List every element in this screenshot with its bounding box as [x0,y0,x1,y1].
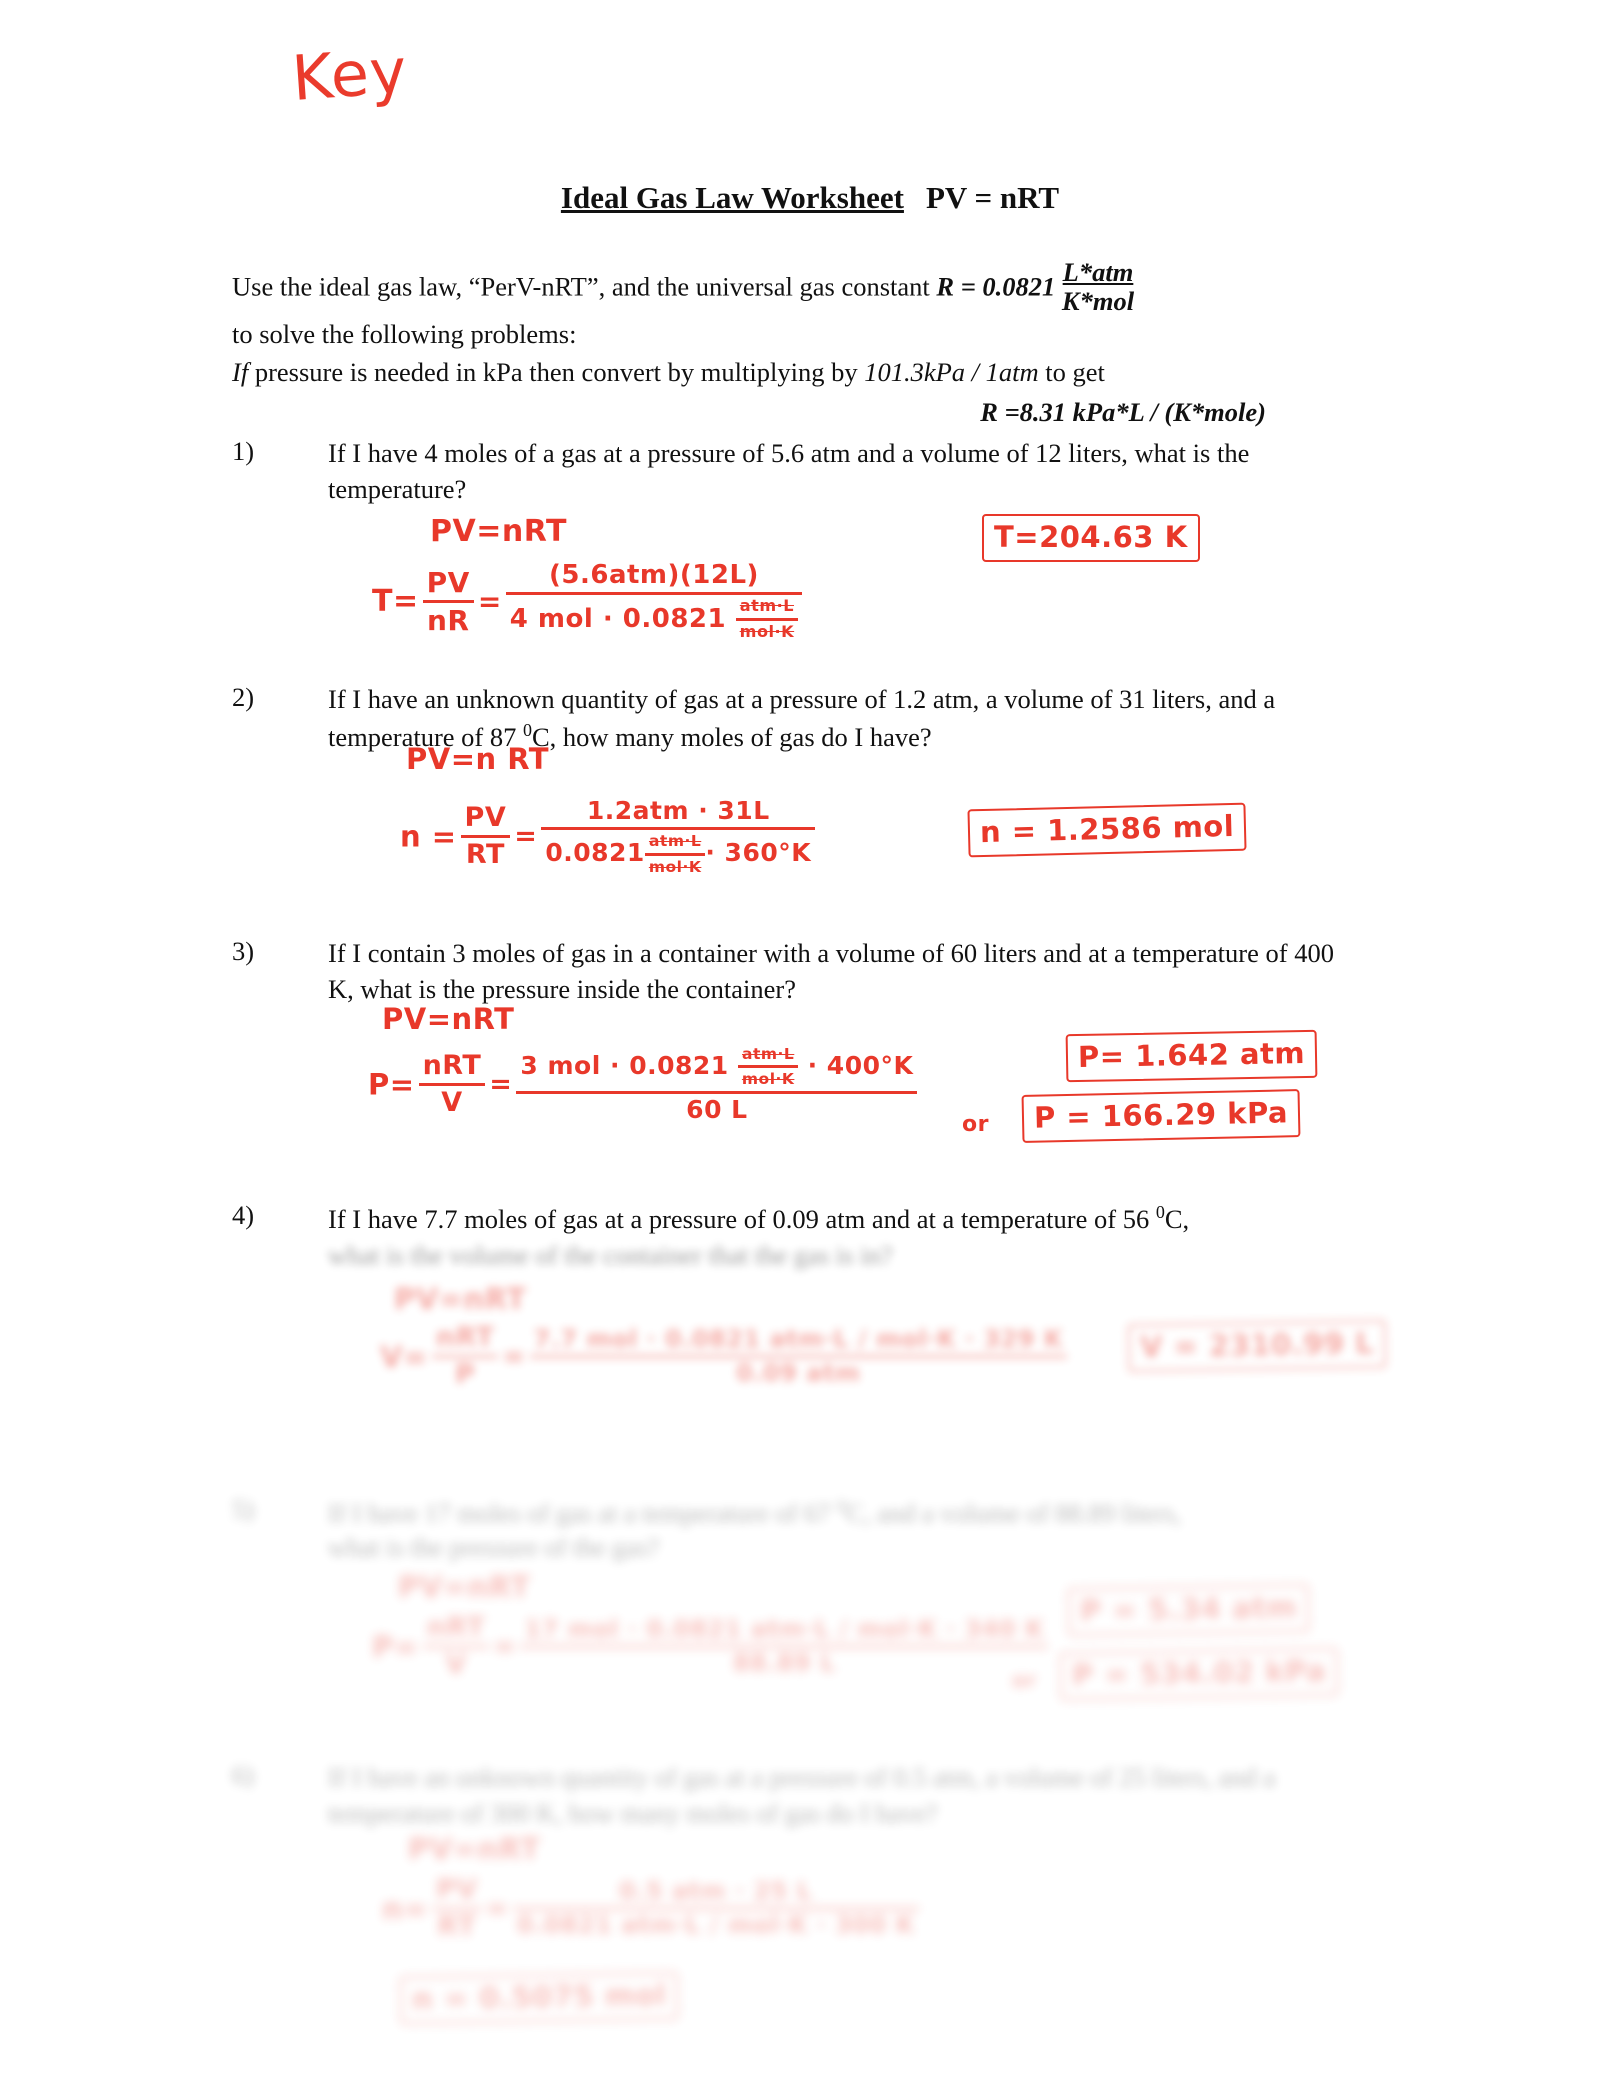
fraction-bar [645,853,706,856]
problem-6-work [408,1832,540,1866]
problem-5-right-numerator: 17 mol · 0.0821 atm·L / mol·K · 340 K [524,1615,1045,1644]
problem-4-right-numerator: 7.7 mol · 0.0821 atm·L / mol·K · 329 K [533,1325,1063,1354]
problem-3-or-label-wrap [962,1112,989,1137]
intro-line-3-if: If [232,357,249,388]
fraction-bar [423,1645,490,1648]
problem-2-solution [400,798,815,875]
problem-5-text-line2: what is the pressure of the gas? [328,1532,660,1562]
problem-6-left-denominator: RT [437,1911,477,1943]
problem-3-text: If I contain 3 moles of gas in a container with a volume of 60 liters and at a temperature of 400 K, what is the pressure inside the container? [328,938,1334,1004]
problem-5-equals: = [493,1631,517,1663]
problem-3-equals: = [489,1068,513,1100]
problem-1-solution [372,562,802,641]
intro-line-1-text: Use the ideal gas law, “PerV-nRT”, and the universal gas constant [232,271,937,302]
problem-5-left-fraction [423,1614,490,1680]
fraction-bar [736,618,798,621]
fraction-bar [520,1645,1048,1648]
problem-4-solve-label: V= [380,1339,428,1374]
problem-2-left-denominator: RT [465,838,505,870]
problem-2-number: 2) [232,682,255,712]
problem-4-solution [380,1324,1067,1390]
fraction-bar [432,1355,499,1358]
problem-1-unit-numerator: atm·L [739,596,795,616]
fraction-bar [516,1091,917,1094]
problem-3-left-numerator: nRT [422,1049,482,1081]
problem-3-number: 3) [232,936,255,966]
intro-line-2: to solve the following problems: [232,319,577,350]
problem-1-left-denominator: nR [426,604,470,638]
problem-4-text-a: If I have 7.7 moles of gas at a pressure of 0.09 atm and at a temperature of 56 [328,1203,1156,1234]
gas-constant-kpa: R =8.31 kPa*L / (K*mole) [980,397,1266,428]
fraction-bar [530,1355,1067,1358]
page-title-main: Ideal Gas Law Worksheet [560,180,904,215]
problem-3-solve-label: P= [368,1067,415,1102]
problem-4-right-fraction [530,1327,1067,1386]
fraction-bar [541,827,815,830]
problem-6-text: If I have an unknown quantity of gas at a pressure of 0.5 atm, a volume of 25 liters, and a temperature of 300 K, how many moles of gas do I have? [328,1762,1276,1828]
problem-6-left-numerator: PV [435,1874,478,1905]
problem-6-formula: PV=nRT [408,1832,541,1866]
problem-2-unit-fraction [645,833,706,875]
problem-6-solve-label: n= [382,1891,428,1926]
problem-2-text-b: C, how many moles of gas do I have? [532,721,932,752]
problem-1-number: 1) [232,436,255,466]
gas-constant-value: R = 0.0821 [936,271,1062,302]
gas-constant-units [1062,258,1134,316]
problem-1-left-fraction [423,565,474,638]
kpa-conversion-factor: 101.3kPa / 1atm [864,357,1039,388]
fraction-bar [432,1907,482,1910]
fraction-bar [513,1907,919,1910]
problem-3-answer-box-atm [1066,1030,1318,1082]
problem-1-answer-box [982,514,1200,562]
problem-2-right-denominator-text: 0.0821 [545,838,645,868]
gas-constant-units-denominator: K*mol [1061,286,1135,317]
problem-2-answer: n = 1.2586 mol [967,803,1246,858]
problem-4-answer-box [1128,1320,1387,1372]
problem-3-right-denominator: 60 L [686,1094,748,1124]
intro-line-3-text-b: to get [1038,357,1105,388]
problem-3-left-denominator: V [441,1086,463,1118]
problem-6-right-numerator: 0.5 atm · 25 L [618,1877,813,1906]
problem-4-text-b: C, [1164,1203,1190,1234]
problem-5-formula: PV=nRT [398,1570,531,1604]
problem-1-formula: PV=nRT [430,514,567,549]
problem-5-number: 5) [232,1494,255,1524]
problem-2-unit-denominator: mol·K [648,857,702,876]
problem-3-formula: PV=nRT [382,1002,515,1036]
problem-2-left-fraction [461,801,511,870]
intro-block [232,258,1392,430]
problem-1-solve-label: T= [372,584,419,620]
problem-2-left-numerator: PV [464,801,507,833]
intro-line-1 [232,258,1392,316]
problem-5-or-label: or [1012,1668,1037,1692]
problem-2-degree-sup: 0 [523,719,532,740]
problem-1-text: If I have 4 moles of a gas at a pressure of 5.6 atm and a volume of 12 liters, what is the temperature? [328,438,1250,504]
problem-2-right-numerator: 1.2atm · 31L [586,796,770,825]
problem-2-equals: = [514,820,538,852]
problem-5-work [398,1570,530,1604]
key-annotation: Key [289,34,410,115]
problem-1-unit-fraction [736,598,798,641]
fraction-bar [738,1065,799,1068]
gas-constant-units-numerator: L*atm [1062,257,1134,287]
problem-3-unit-denominator: mol·K [741,1070,795,1089]
problem-5-left-numerator: nRT [426,1612,486,1643]
problem-3-answer-box-kpa [1022,1089,1301,1143]
problem-2-formula: PV=n RT [406,742,550,776]
problem-5-answer-box-kpa [1060,1648,1339,1701]
problem-1-equals: = [477,585,502,619]
problem-4-left-numerator: nRT [435,1322,495,1353]
problem-3-or-label: or [962,1112,989,1137]
problem-3-unit-fraction [738,1046,799,1088]
problem-4-formula: PV=nRT [394,1282,527,1316]
problem-5-answer-atm: P = 5.34 atm [1068,1584,1310,1636]
problem-1-left-numerator: PV [426,565,470,599]
fraction-bar [423,600,474,603]
problem-5-text [328,1494,1348,1532]
problem-3-right-numerator-text: 3 mol · 0.0821 [520,1050,738,1080]
problem-5-answer-box-atm [1068,1584,1310,1636]
problem-3-left-fraction [419,1049,486,1118]
problem-5-degree-sup: 0 [837,1496,847,1516]
problem-6-equals: = [485,1893,509,1925]
problem-6-answer-box [400,1972,679,2025]
fraction-bar [419,1083,486,1086]
page-title [0,180,1620,216]
problem-1-answer: T=204.63 K [982,514,1200,562]
problem-2-right-denominator [541,833,815,875]
problem-1-right-denominator-text: 4 mol · 0.0821 [509,604,736,635]
problem-2-answer-box [967,803,1246,858]
problem-6-number: 6) [232,1760,255,1790]
problem-4-left-denominator: P [454,1359,476,1391]
problem-5-solution [372,1614,1048,1680]
problem-1-right-numerator: (5.6atm)(12L) [549,560,759,590]
problem-4-text-line2: what is the volume of the container that the gas is in? [328,1240,893,1270]
problem-6-right-denominator: 0.0821 atm·L / mol·K · 300 K [516,1911,915,1940]
problem-4-equals: = [502,1341,526,1373]
problem-2-solve-label: n = [400,819,457,854]
problem-4-degree-sup: 0 [1155,1202,1165,1222]
problem-4-right-denominator: 0.09 atm [736,1359,861,1388]
problem-5-solve-label: P= [372,1629,419,1664]
problem-1-right-denominator [506,598,802,641]
problem-4-answer: V = 2310.99 L [1128,1320,1387,1372]
problem-5-text-a: If I have 17 moles of gas at a temperature of 67 [328,1497,838,1528]
fraction-bar [461,835,511,838]
problem-4-left-fraction [432,1324,499,1390]
problem-5-text-b: C, and a volume of 88.89 liters, [846,1497,1182,1528]
problem-3-solution [368,1046,917,1123]
problem-4-text [328,1200,1348,1238]
problem-1-work [430,514,567,549]
problem-6-left-fraction [432,1876,482,1942]
problem-3-right-fraction [516,1046,917,1123]
problem-4-work [394,1282,526,1316]
problem-2-unit-numerator: atm·L [648,832,702,851]
problem-6-right-fraction [513,1879,919,1938]
problem-2-right-denominator-temp: · 360°K [705,838,812,868]
problem-3-answer-kpa: P = 166.29 kPa [1022,1089,1301,1143]
problem-5-or-label-wrap [1012,1668,1037,1692]
problem-3-right-numerator [516,1046,917,1088]
problem-2-text-a: If I have an unknown quantity of gas at a pressure of 1.2 atm, a volume of 31 liters, and a temperature of 87 [328,684,1276,752]
problem-5-answer-kpa: P = 534.02 kPa [1060,1648,1339,1701]
problem-3-right-numerator-temp: · 400°K [798,1050,914,1080]
problem-4-number: 4) [232,1200,255,1230]
problem-6-solution [382,1876,919,1942]
intro-line-3-text-a: pressure is needed in kPa then convert by multiplying by [248,357,865,388]
problem-5-right-fraction [520,1617,1048,1676]
problem-1-unit-denominator: mol·K [739,622,795,642]
problem-5-left-denominator: V [445,1649,467,1681]
problem-5-right-denominator: 88.89 L [732,1649,836,1678]
intro-line-3 [232,354,1392,390]
problem-2-work [406,742,549,776]
problem-2-right-fraction [541,798,815,875]
problem-3-work [382,1002,514,1036]
problem-3-unit-numerator: atm·L [742,1045,795,1063]
problem-3-answer-atm: P= 1.642 atm [1066,1030,1318,1082]
problem-1-right-fraction [506,562,802,641]
problem-6-answer: n = 0.5075 mol [400,1972,679,2025]
fraction-bar [506,592,802,595]
page-title-equation: PV = nRT [925,180,1060,215]
